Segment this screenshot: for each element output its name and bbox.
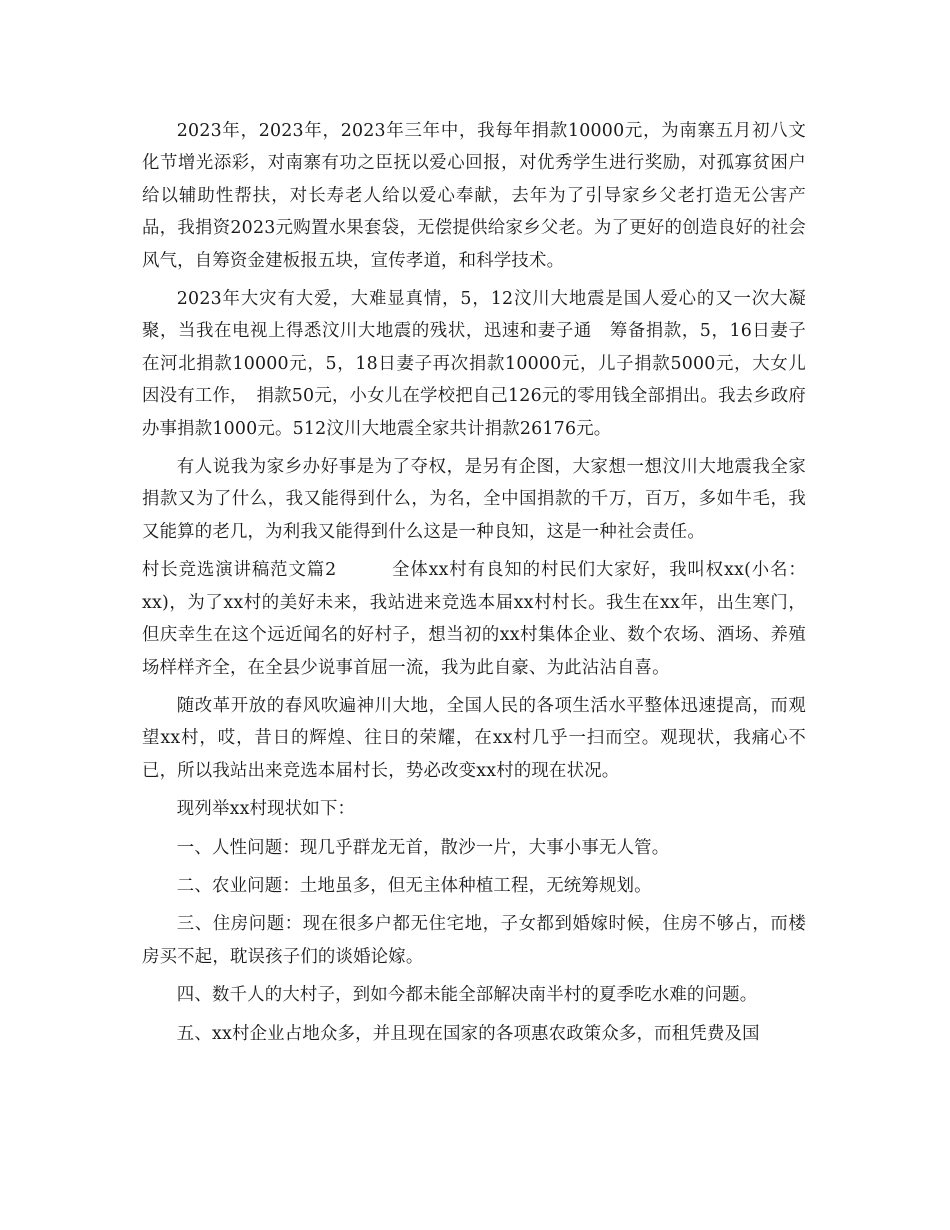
section-intro-text: 全体xx村有良知的村民们大家好，我叫权xx(小名：xx)，为了xx村的美好未来，我站进来竞选本届xx村村长。我生在xx年，出生寒门，但庆幸生在这个远近闻名的好村子，想当初的xx村集体企业、数个农场、酒场、养殖场样样齐全，在全县少说事首屈一流，我为此自豪、为此沾沾自喜。	[142, 560, 806, 678]
list-item-3: 三、住房问题：现在很多户都无住宅地，子女都到婚嫁时候，住房不够占，而楼房买不起，耽误孩子们的谈婚论嫁。	[142, 914, 806, 967]
list-item-5: 五、xx村企业占地众多，并且现在国家的各项惠农政策众多，而租凭费及国	[176, 1023, 760, 1044]
paragraph-donations-yearly: 2023年，2023年，2023年三年中，我每年捐款10000元，为南寨五月初八文化节增光添彩，对南寨有功之臣抚以爱心回报，对优秀学生进行奖励，对孤寡贫困户给以辅助性帮扶，对长寿老人给以爱心奉献，去年为了引导家乡父老打造无公害产品，我捐资2023元购置水果套袋，无偿提供给家乡父老。为了更好的创造良好的社会风气，自筹资金建板报五块，宣传孝道，和科学技术。	[142, 121, 806, 271]
list-item-1: 一、人性问题：现几乎群龙无首，散沙一片，大事小事无人管。	[176, 837, 670, 858]
paragraph-earthquake-donations: 2023年大灾有大爱，大难显真情，5，12汶川大地震是国人爱心的又一次大凝聚，当我在电视上得悉汶川大地震的残状，迅速和妻子通 筹备捐款，5，16日妻子在河北捐款10000元，5，18日妻子再次捐款10000元，儿子捐款5000元，大女儿因没有工作， 捐款50元，小女儿在学校把自己126元的零用钱全部捐出。我去乡政府办事捐款1000元。512汶川大地震全家共计捐款26176元。	[142, 289, 806, 439]
document-body	[142, 115, 806, 1056]
list-item-4: 四、数千人的大村子，到如今都未能全部解决南半村的夏季吃水难的问题。	[176, 985, 758, 1006]
paragraph-list-intro: 现列举xx村现状如下：	[176, 799, 356, 820]
section-heading: 村长竞选演讲稿范文篇2	[142, 560, 337, 581]
paragraph-motivation: 有人说我为家乡办好事是为了夺权，是另有企图，大家想一想汶川大地震我全家捐款又为了什么，我又能得到什么，为名，全中国捐款的千万，百万，多如牛毛，我又能算的老几，为利我又能得到什么这是一种良知，这是一种社会责任。	[142, 457, 806, 542]
list-item-2: 二、农业问题：土地虽多，但无主体种植工程，无统筹规划。	[176, 875, 652, 896]
paragraph-section-2	[142, 554, 806, 684]
paragraph-reform: 随改革开放的春风吹遍神川大地，全国人民的各项生活水平整体迅速提高，而观望xx村，哎，昔日的辉煌、往日的荣耀，在xx村几乎一扫而空。观现状，我痛心不已，所以我站出来竞选本届村长，势必改变xx村的现在状况。	[142, 695, 806, 781]
